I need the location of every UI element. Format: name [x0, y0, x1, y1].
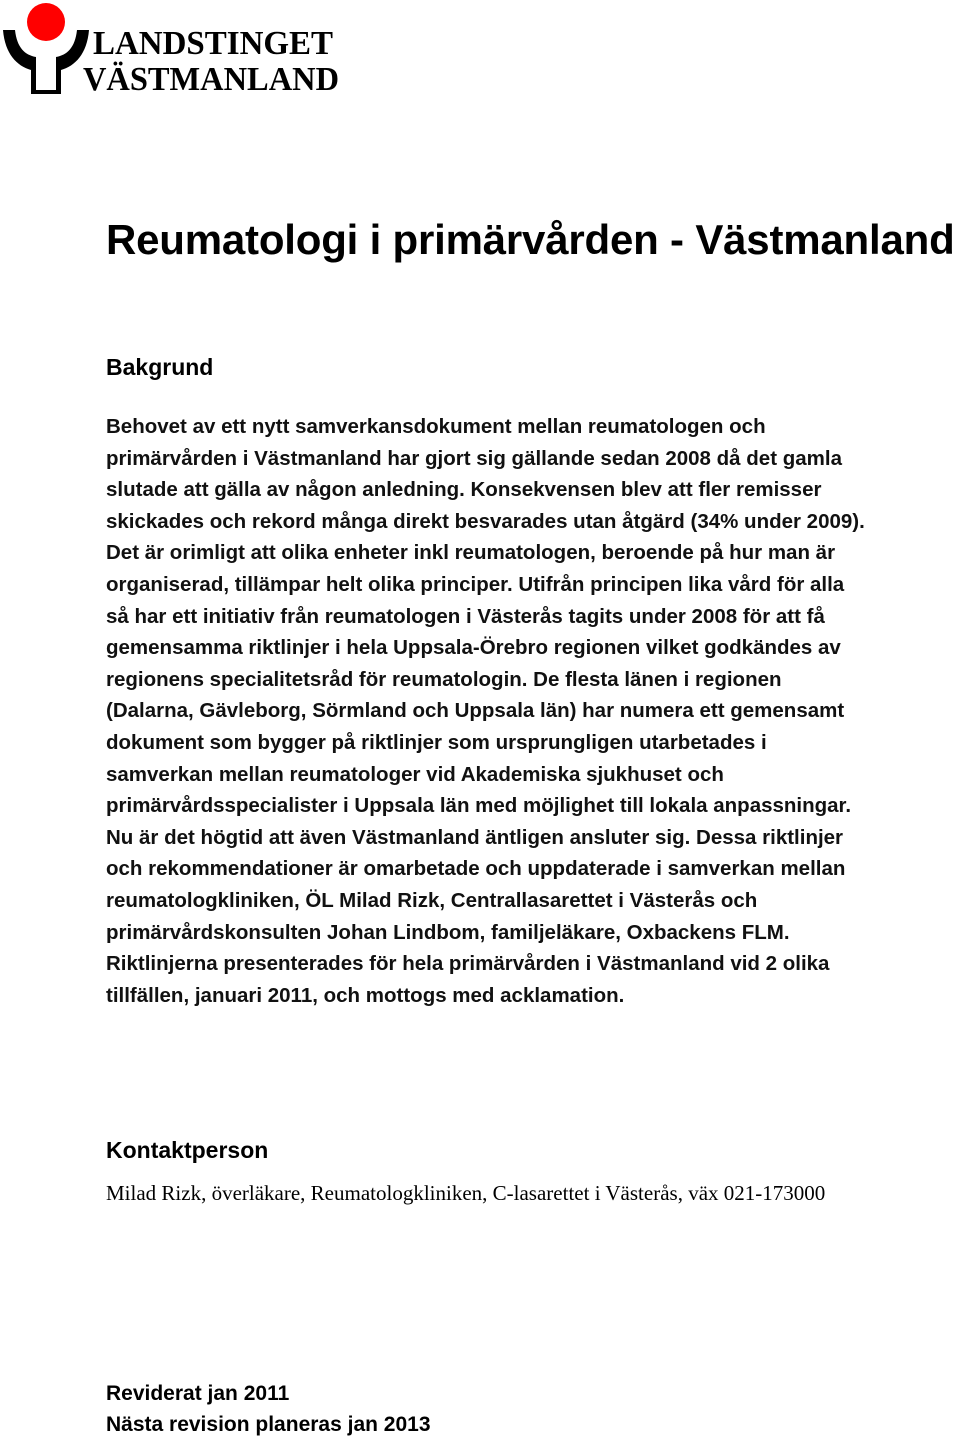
paragraph-line: (Dalarna, Gävleborg, Sörmland och Uppsala län) har numera ett gemensamt: [106, 699, 845, 723]
paragraph-line: reumatologkliniken, ÖL Milad Rizk, Centrallasarettet i Västerås och: [106, 888, 758, 912]
paragraph-line: Behovet av ett nytt samverkansdokument mellan reumatologen och: [106, 415, 766, 438]
paragraph-line: tillfällen, januari 2011, och mottogs med acklamation.: [106, 983, 625, 1007]
paragraph-line: och rekommendationer är omarbetade och uppdaterade i samverkan mellan: [106, 857, 846, 881]
next-revision-date: Nästa revision planeras jan 2013: [106, 1413, 431, 1436]
contact-person-text: Milad Rizk, överläkare, Reumatologkliniken, C-lasarettet i Västerås, väx 021-173000: [106, 1181, 826, 1205]
logo-graphic: [3, 2, 343, 94]
bakgrund-paragraph: [106, 411, 946, 1011]
paragraph-line: regionens specialitetsråd för reumatologin. De flesta länen i regionen: [106, 667, 782, 691]
paragraph-line: Riktlinjerna presenterades för hela primärvården i Västmanland vid 2 olika: [106, 952, 830, 976]
paragraph-line: slutade att gälla av någon anledning. Konsekvensen blev att fler remisser: [106, 478, 822, 502]
paragraph-line: dokument som bygger på riktlinjer som ursprungligen utarbetades i: [106, 730, 767, 754]
section-heading-kontaktperson: Kontaktperson: [106, 1137, 269, 1163]
landstinget-logo: [3, 2, 343, 94]
logo-text-line2: VÄSTMANLAND: [83, 61, 339, 94]
paragraph-line: Det är orimligt att olika enheter inkl reumatologen, beroende på hur man är: [106, 541, 836, 565]
paragraph-line: samverkan mellan reumatologer vid Akademiska sjukhuset och: [106, 762, 724, 786]
logo-red-circle-icon: [27, 3, 65, 41]
revised-date: Reviderat jan 2011: [106, 1382, 290, 1405]
paragraph-line: Nu är det högtid att även Västmanland äntligen ansluter sig. Dessa riktlinjer: [106, 825, 844, 849]
paragraph-line: primärvårdskonsulten Johan Lindbom, familjeläkare, Oxbackens FLM.: [106, 920, 790, 944]
document-title: Reumatologi i primärvården - Västmanland: [106, 216, 955, 263]
section-heading-bakgrund: Bakgrund: [106, 354, 214, 380]
paragraph-line: primärvården i Västmanland har gjort sig gällande sedan 2008 då det gamla: [106, 446, 842, 470]
paragraph-line: skickades och rekord många direkt besvarades utan åtgärd (34% under 2009).: [106, 509, 865, 533]
paragraph-line: gemensamma riktlinjer i hela Uppsala-Örebro regionen vilket godkändes av: [106, 636, 841, 660]
paragraph-line: primärvårdsspecialister i Uppsala län med möjlighet till lokala anpassningar.: [106, 794, 852, 818]
paragraph-line: så har ett initiativ från reumatologen i Västerås tagits under 2008 för att få: [106, 604, 825, 628]
logo-text-line1: LANDSTINGET: [93, 25, 334, 62]
paragraph-line: organiserad, tillämpar helt olika principer. Utifrån principen lika vård för alla: [106, 572, 845, 596]
